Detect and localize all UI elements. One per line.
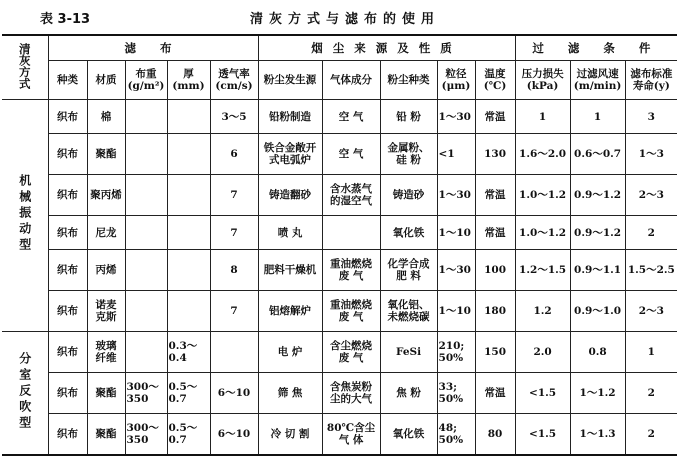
table-cell: 冷 切 割 (258, 414, 322, 456)
table-cell: 织布 (48, 134, 87, 175)
table-cell (167, 134, 210, 175)
method-cell (2, 332, 48, 456)
table-row (2, 250, 677, 291)
table-cell: 氧化铁 (380, 216, 437, 250)
table-cell: 常温 (475, 100, 515, 134)
table-cell: 含焦炭粉 尘的大气 (322, 373, 380, 414)
table-cell: FeSi (380, 332, 437, 373)
table-cell (210, 332, 258, 373)
table-cell: 聚酯 (87, 134, 125, 175)
table-cell: 喷 丸 (258, 216, 322, 250)
table-cell: 织布 (48, 250, 87, 291)
table-cell: 常温 (475, 175, 515, 216)
column-header: 滤布标准 寿命(y) (625, 61, 677, 100)
table-cell: 铝熔解炉 (258, 291, 322, 332)
filter-cloth-table (2, 34, 677, 456)
table-cell: 肥料干燥机 (258, 250, 322, 291)
table-cell (125, 100, 167, 134)
table-cell: 80℃含尘 气 体 (322, 414, 380, 456)
table-cell: 0.8 (570, 332, 625, 373)
table-cell: 1 (515, 100, 570, 134)
table-cell: 6～10 (210, 373, 258, 414)
table-cell: 6～10 (210, 414, 258, 456)
table-cell: 织布 (48, 291, 87, 332)
column-header: 压力损失 (kPa) (515, 61, 570, 100)
header-method-label: 清灰方式 (17, 43, 32, 89)
column-header: 粉尘种类 (380, 61, 437, 100)
table-cell: 常温 (475, 373, 515, 414)
table-cell: 1～3 (625, 134, 677, 175)
method-cell (2, 100, 48, 332)
table-row (2, 175, 677, 216)
table-cell (125, 216, 167, 250)
table-cell (322, 216, 380, 250)
table-cell: 氧化铁 (380, 414, 437, 456)
table-number: 表 3-13 (40, 12, 91, 27)
table-cell: 常温 (475, 216, 515, 250)
table-cell: 焦 粉 (380, 373, 437, 414)
table-cell: 8 (210, 250, 258, 291)
table-cell: 2 (625, 373, 677, 414)
table-cell: 电 炉 (258, 332, 322, 373)
table-cell: 铸造翻砂 (258, 175, 322, 216)
table-cell: 7 (210, 216, 258, 250)
table-cell: 1.2～1.5 (515, 250, 570, 291)
table-cell: 1 (625, 332, 677, 373)
table-cell: 210; 50% (437, 332, 475, 373)
table-row (2, 332, 677, 373)
header-method (2, 35, 48, 100)
table-cell: 1 (570, 100, 625, 134)
table-cell: 金属粉、 硅 粉 (380, 134, 437, 175)
column-header: 粉尘发生源 (258, 61, 322, 100)
table-cell: 2 (625, 216, 677, 250)
table-cell: 1～10 (437, 291, 475, 332)
table-cell: <1.5 (515, 414, 570, 456)
table-cell (125, 332, 167, 373)
table-cell: 0.3～ 0.4 (167, 332, 210, 373)
method-label: 分室反吹型 (17, 351, 32, 432)
table-cell: 氧化铝、 未燃烧碳 (380, 291, 437, 332)
table-row (2, 134, 677, 175)
table-cell: 丙烯 (87, 250, 125, 291)
table-cell: 2～3 (625, 291, 677, 332)
table-cell: 空 气 (322, 100, 380, 134)
table-cell: 2.0 (515, 332, 570, 373)
table-cell: 0.9～1.1 (570, 250, 625, 291)
table-cell: 300～ 350 (125, 414, 167, 456)
column-header: 温度 (℃) (475, 61, 515, 100)
table-cell: 80 (475, 414, 515, 456)
table-cell: 0.9～1.2 (570, 216, 625, 250)
table-cell: 织布 (48, 373, 87, 414)
column-header: 种类 (48, 61, 87, 100)
table-cell: 0.9～1.2 (570, 175, 625, 216)
table-cell: 铸造砂 (380, 175, 437, 216)
column-header: 布重 (g/m²) (125, 61, 167, 100)
table-row (2, 216, 677, 250)
table-cell: 2 (625, 414, 677, 456)
table-cell: 1.5～2.5 (625, 250, 677, 291)
table-cell (167, 291, 210, 332)
table-cell: 3～5 (210, 100, 258, 134)
column-header: 气体成分 (322, 61, 380, 100)
table-cell: 0.5～ 0.7 (167, 414, 210, 456)
table-row (2, 291, 677, 332)
table-cell: 1.0～1.2 (515, 175, 570, 216)
table-caption (0, 4, 691, 30)
table-cell: 织布 (48, 332, 87, 373)
table-row (2, 373, 677, 414)
table-cell (167, 100, 210, 134)
table-cell: 织布 (48, 100, 87, 134)
table-cell (125, 291, 167, 332)
table-cell: 铁合金敞开 式电弧炉 (258, 134, 322, 175)
table-cell (167, 216, 210, 250)
header-group-filter: 过 滤 条 件 (515, 35, 677, 61)
table-cell: 300～ 350 (125, 373, 167, 414)
column-header: 材质 (87, 61, 125, 100)
table-cell: 1.6～2.0 (515, 134, 570, 175)
table-cell: 1.0～1.2 (515, 216, 570, 250)
table-cell: 1～30 (437, 100, 475, 134)
table-cell: 重油燃烧 废 气 (322, 250, 380, 291)
table-cell: 铅 粉 (380, 100, 437, 134)
table-cell: 1～1.2 (570, 373, 625, 414)
table-cell (167, 250, 210, 291)
table-cell: 1～10 (437, 216, 475, 250)
table-cell: 2～3 (625, 175, 677, 216)
table-cell: 含水蒸气 的湿空气 (322, 175, 380, 216)
table-cell: 33; 50% (437, 373, 475, 414)
table-cell: <1 (437, 134, 475, 175)
table-cell: 聚酯 (87, 414, 125, 456)
table-cell: 织布 (48, 216, 87, 250)
table-cell: 织布 (48, 175, 87, 216)
table-cell: 180 (475, 291, 515, 332)
table-cell: 聚丙烯 (87, 175, 125, 216)
header-group-cloth: 滤 布 (48, 35, 258, 61)
table-row (2, 100, 677, 134)
table-cell: 1～1.3 (570, 414, 625, 456)
table-cell: 含尘燃烧 废 气 (322, 332, 380, 373)
table-cell: 织布 (48, 414, 87, 456)
table-cell: 100 (475, 250, 515, 291)
table-cell (167, 175, 210, 216)
table-cell: 重油燃烧 废 气 (322, 291, 380, 332)
table-row (2, 414, 677, 456)
column-header: 透气率 (cm/s) (210, 61, 258, 100)
table-cell: 棉 (87, 100, 125, 134)
table-cell: 筛 焦 (258, 373, 322, 414)
table-cell: 1～30 (437, 175, 475, 216)
column-header: 粒径 (μm) (437, 61, 475, 100)
table-cell: 1.2 (515, 291, 570, 332)
header-group-dust: 烟尘来源及性质 (258, 35, 515, 61)
table-cell: 化学合成 肥 料 (380, 250, 437, 291)
table-cell: 1～30 (437, 250, 475, 291)
table-cell: 铅粉制造 (258, 100, 322, 134)
table-cell: 150 (475, 332, 515, 373)
table-cell: 诺麦 克斯 (87, 291, 125, 332)
table-cell: 7 (210, 291, 258, 332)
column-header: 厚 (mm) (167, 61, 210, 100)
table-cell: <1.5 (515, 373, 570, 414)
table-cell: 48; 50% (437, 414, 475, 456)
table-cell: 0.9～1.0 (570, 291, 625, 332)
table-cell (125, 175, 167, 216)
table-cell: 6 (210, 134, 258, 175)
table-cell: 7 (210, 175, 258, 216)
table-cell: 0.6～0.7 (570, 134, 625, 175)
table-title: 清灰方式与滤布的使用 (250, 12, 441, 27)
table-cell (125, 134, 167, 175)
table-cell: 聚酯 (87, 373, 125, 414)
table-cell: 130 (475, 134, 515, 175)
table-cell: 玻璃 纤维 (87, 332, 125, 373)
table-cell: 空 气 (322, 134, 380, 175)
table-cell (125, 250, 167, 291)
table-cell: 3 (625, 100, 677, 134)
column-header: 过滤风速 (m/min) (570, 61, 625, 100)
table-cell: 0.5～ 0.7 (167, 373, 210, 414)
method-label: 机械振动型 (17, 174, 32, 254)
table-cell: 尼龙 (87, 216, 125, 250)
